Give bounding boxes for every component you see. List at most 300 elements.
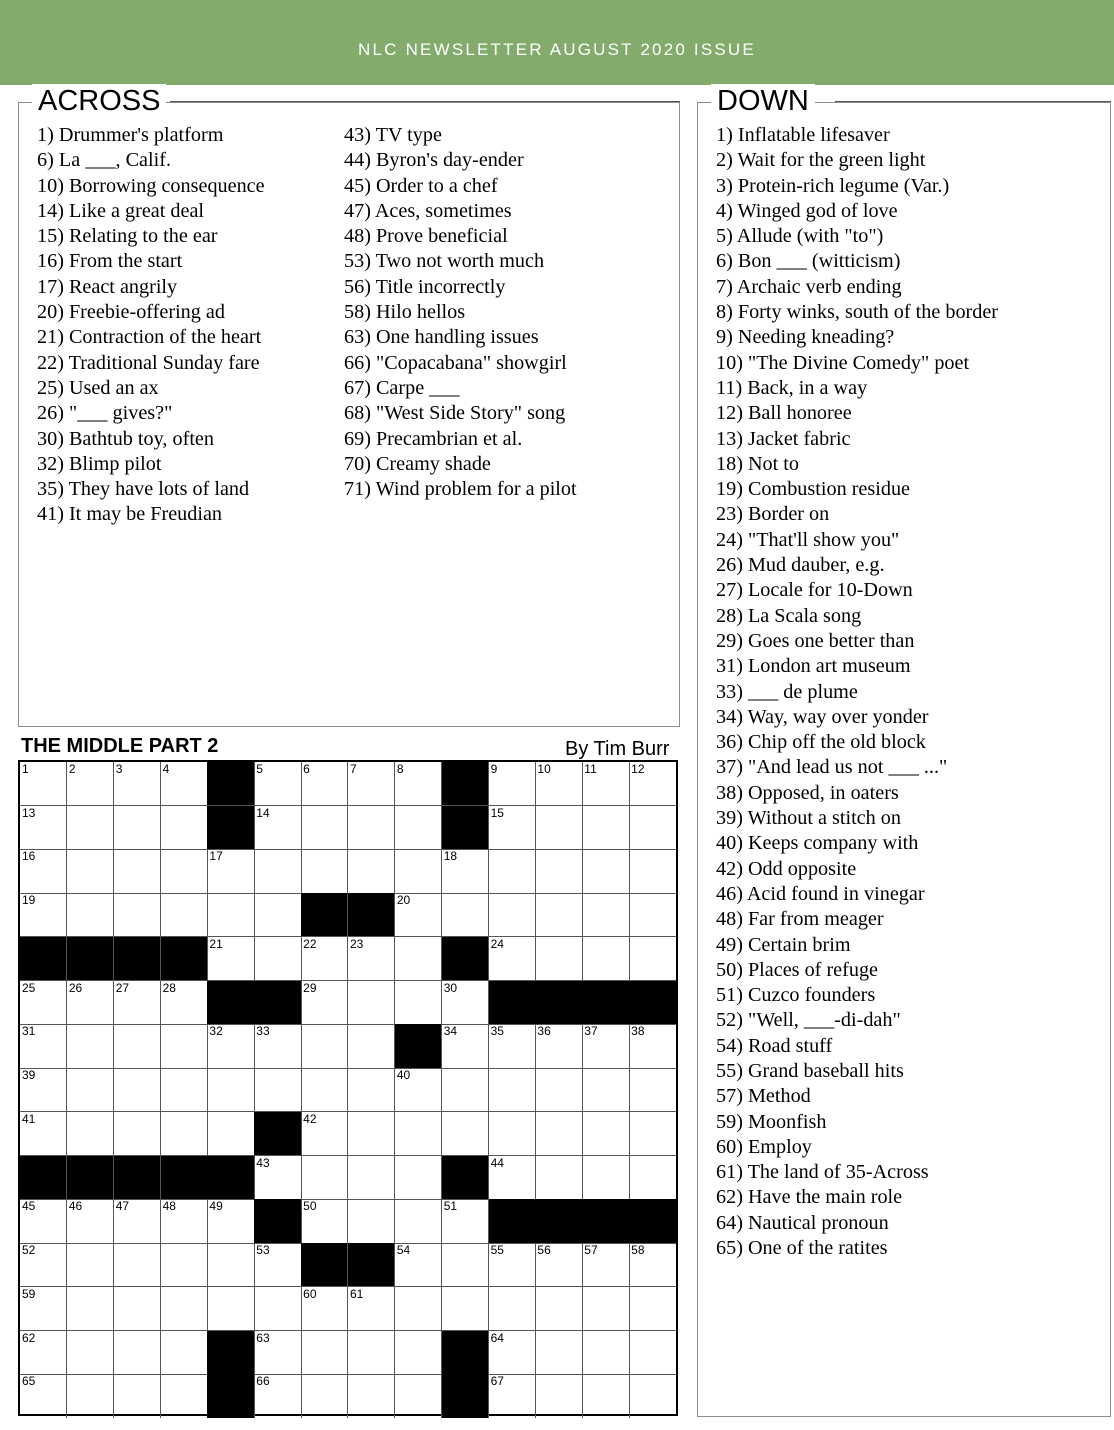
grid-number: 16 — [22, 849, 36, 864]
clue: 43) TV type — [344, 124, 442, 146]
grid-cell[interactable] — [348, 1024, 395, 1068]
grid-cell[interactable] — [20, 1199, 67, 1243]
grid-cell[interactable] — [161, 893, 208, 937]
grid-cell-block — [395, 1024, 442, 1068]
grid-number: 25 — [22, 980, 36, 995]
grid-cell[interactable] — [254, 1243, 301, 1287]
down-heading-rule — [835, 101, 1111, 102]
grid-cell[interactable] — [395, 849, 442, 893]
grid-cell[interactable] — [207, 1068, 254, 1112]
grid-number: 36 — [537, 1024, 551, 1039]
grid-cell-block — [489, 1199, 536, 1243]
grid-cell[interactable] — [207, 1199, 254, 1243]
grid-cell[interactable] — [395, 1156, 442, 1200]
grid-cell[interactable] — [114, 1331, 161, 1375]
grid-cell[interactable] — [489, 762, 536, 806]
grid-number: 57 — [584, 1243, 598, 1258]
grid-number: 61 — [350, 1286, 364, 1301]
grid-cell[interactable] — [301, 806, 348, 850]
grid-cell[interactable] — [254, 806, 301, 850]
clue: 54) Road stuff — [716, 1034, 833, 1057]
grid-cell[interactable] — [301, 762, 348, 806]
grid-number: 49 — [209, 1199, 223, 1214]
grid-cell[interactable] — [395, 1112, 442, 1156]
grid-cell[interactable] — [535, 1374, 582, 1418]
grid-cell[interactable] — [535, 806, 582, 850]
newsletter-title: NLC NEWSLETTER AUGUST 2020 ISSUE — [358, 40, 756, 59]
grid-cell[interactable] — [20, 806, 67, 850]
grid-cell[interactable] — [395, 1331, 442, 1375]
grid-cell[interactable] — [254, 893, 301, 937]
grid-cell[interactable] — [67, 1331, 114, 1375]
grid-cell[interactable] — [535, 1024, 582, 1068]
clue: 60) Employ — [716, 1135, 812, 1158]
grid-cell[interactable] — [207, 1243, 254, 1287]
grid-cell[interactable] — [489, 849, 536, 893]
grid-number: 53 — [256, 1243, 270, 1258]
grid-number: 5 — [256, 762, 263, 776]
grid-cell[interactable] — [114, 1024, 161, 1068]
grid-cell-block — [301, 893, 348, 937]
grid-cell[interactable] — [582, 893, 629, 937]
grid-cell[interactable] — [254, 1068, 301, 1112]
grid-cell[interactable] — [582, 762, 629, 806]
grid-number: 67 — [490, 1374, 504, 1389]
grid-cell[interactable] — [114, 1112, 161, 1156]
grid-number: 51 — [443, 1199, 458, 1214]
grid-cell[interactable] — [301, 1156, 348, 1200]
grid-number: 10 — [537, 762, 551, 776]
grid-cell[interactable] — [254, 849, 301, 893]
clue: 21) Contraction of the heart — [37, 326, 262, 349]
clue: 22) Traditional Sunday fare — [37, 351, 260, 374]
grid-cell[interactable] — [535, 937, 582, 981]
clue: 52) "Well, ___-di-dah" — [716, 1009, 901, 1032]
grid-cell[interactable] — [489, 1287, 536, 1331]
grid-cell[interactable] — [442, 849, 489, 893]
clue: 24) "That'll show you" — [716, 528, 900, 551]
clue: 27) Locale for 10-Down — [716, 579, 913, 602]
clue: 57) Method — [716, 1085, 811, 1108]
grid-cell[interactable] — [629, 893, 676, 937]
clue: 25) Used an ax — [37, 376, 159, 399]
grid-cell[interactable] — [207, 1112, 254, 1156]
grid-cell[interactable] — [207, 849, 254, 893]
grid-cell-block — [582, 981, 629, 1025]
grid-cell[interactable] — [348, 762, 395, 806]
grid-cell[interactable] — [395, 762, 442, 806]
clue: 1) Inflatable lifesaver — [716, 124, 890, 146]
grid-number: 29 — [303, 980, 317, 995]
clue: 49) Certain brim — [716, 933, 851, 956]
grid-cell[interactable] — [207, 1024, 254, 1068]
grid-number: 4 — [162, 762, 170, 776]
clue: 48) Far from meager — [716, 908, 884, 931]
grid-cell[interactable] — [348, 1374, 395, 1418]
grid-cell-block — [629, 981, 676, 1025]
grid-cell[interactable] — [442, 1024, 489, 1068]
grid-number: 47 — [115, 1199, 130, 1214]
grid-cell[interactable] — [489, 1374, 536, 1418]
grid-cell-block — [207, 1331, 254, 1375]
grid-cell[interactable] — [161, 1068, 208, 1112]
grid-number: 8 — [396, 762, 404, 776]
clue: 29) Goes one better than — [716, 629, 915, 652]
grid-cell[interactable] — [489, 1068, 536, 1112]
clue: 15) Relating to the ear — [37, 225, 218, 248]
grid-cell[interactable] — [629, 762, 676, 806]
grid-number: 55 — [490, 1243, 504, 1258]
grid-cell[interactable] — [254, 1331, 301, 1375]
grid-cell[interactable] — [348, 1068, 395, 1112]
clue: 12) Ball honoree — [716, 402, 852, 425]
grid-cell[interactable] — [348, 1199, 395, 1243]
grid-cell[interactable] — [67, 1024, 114, 1068]
clue: 38) Opposed, in oaters — [716, 781, 899, 804]
clue: 39) Without a stitch on — [716, 807, 901, 830]
grid-cell[interactable] — [114, 1374, 161, 1418]
grid-cell[interactable] — [395, 893, 442, 937]
grid-number: 20 — [396, 893, 411, 908]
grid-cell[interactable] — [629, 1112, 676, 1156]
grid-cell[interactable] — [395, 981, 442, 1025]
grid-cell[interactable] — [442, 981, 489, 1025]
grid-cell[interactable] — [254, 1156, 301, 1200]
grid-cell[interactable] — [114, 1199, 161, 1243]
grid-cell[interactable] — [489, 806, 536, 850]
grid-cell[interactable] — [114, 806, 161, 850]
grid-cell[interactable] — [582, 806, 629, 850]
grid-number: 62 — [22, 1330, 36, 1345]
grid-cell[interactable] — [67, 1287, 114, 1331]
grid-cell[interactable] — [395, 806, 442, 850]
down-clues-column — [716, 123, 998, 1261]
grid-cell-block — [442, 1156, 489, 1200]
clue: 69) Precambrian et al. — [344, 427, 523, 450]
grid-cell[interactable] — [161, 1287, 208, 1331]
grid-cell[interactable] — [301, 1374, 348, 1418]
grid-cell-block — [442, 1374, 489, 1418]
grid-cell[interactable] — [629, 849, 676, 893]
grid-cell[interactable] — [582, 1243, 629, 1287]
grid-cell[interactable] — [161, 1199, 208, 1243]
grid-number: 59 — [22, 1286, 36, 1301]
grid-cell[interactable] — [629, 1374, 676, 1418]
grid-number: 44 — [490, 1155, 504, 1170]
across-clues-column-2 — [344, 123, 577, 502]
grid-cell[interactable] — [161, 1243, 208, 1287]
grid-cell[interactable] — [629, 1156, 676, 1200]
grid-cell[interactable] — [395, 1068, 442, 1112]
grid-cell[interactable] — [20, 1287, 67, 1331]
grid-number: 9 — [490, 762, 498, 776]
clue: 16) From the start — [37, 250, 183, 273]
grid-cell[interactable] — [348, 1287, 395, 1331]
grid-cell[interactable] — [67, 1243, 114, 1287]
grid-cell-block — [161, 937, 208, 981]
grid-cell[interactable] — [348, 806, 395, 850]
clue: 35) They have lots of land — [37, 478, 250, 501]
grid-cell[interactable] — [582, 849, 629, 893]
grid-number: 17 — [209, 849, 223, 864]
grid-cell[interactable] — [442, 1243, 489, 1287]
grid-cell[interactable] — [348, 849, 395, 893]
grid-cell[interactable] — [301, 1068, 348, 1112]
grid-number: 24 — [490, 936, 504, 951]
clue: 58) Hilo hellos — [344, 301, 466, 324]
grid-cell[interactable] — [20, 1068, 67, 1112]
grid-cell[interactable] — [489, 1243, 536, 1287]
grid-cell[interactable] — [301, 981, 348, 1025]
grid-cell[interactable] — [535, 762, 582, 806]
grid-cell-block — [207, 1374, 254, 1418]
grid-cell[interactable] — [20, 1112, 67, 1156]
grid-cell-block — [629, 1199, 676, 1243]
grid-cell[interactable] — [67, 893, 114, 937]
grid-cell[interactable] — [20, 762, 67, 806]
grid-cell[interactable] — [20, 1024, 67, 1068]
clue: 3) Protein-rich legume (Var.) — [716, 174, 950, 197]
grid-cell[interactable] — [489, 893, 536, 937]
grid-cell[interactable] — [348, 981, 395, 1025]
grid-cell[interactable] — [535, 1243, 582, 1287]
grid-cell[interactable] — [442, 1068, 489, 1112]
grid-cell[interactable] — [254, 1374, 301, 1418]
grid-cell[interactable] — [114, 1068, 161, 1112]
clue: 6) Bon ___ (witticism) — [716, 250, 901, 273]
grid-cell[interactable] — [535, 1156, 582, 1200]
clue: 56) Title incorrectly — [344, 275, 506, 298]
grid-cell[interactable] — [161, 806, 208, 850]
grid-cell-block — [161, 1156, 208, 1200]
grid-cell[interactable] — [301, 1331, 348, 1375]
grid-cell[interactable] — [161, 981, 208, 1025]
grid-number: 60 — [303, 1286, 317, 1301]
grid-cell[interactable] — [348, 937, 395, 981]
grid-cell[interactable] — [20, 981, 67, 1025]
clue: 64) Nautical pronoun — [716, 1211, 889, 1234]
grid-cell[interactable] — [348, 1156, 395, 1200]
grid-cell[interactable] — [582, 1068, 629, 1112]
grid-cell[interactable] — [629, 1243, 676, 1287]
grid-cell[interactable] — [114, 762, 161, 806]
grid-cell[interactable] — [301, 849, 348, 893]
clue: 37) "And lead us not ___ ..." — [716, 756, 948, 779]
clue: 18) Not to — [716, 452, 799, 475]
grid-cell-block — [20, 937, 67, 981]
grid-number: 23 — [350, 936, 364, 951]
grid-cell[interactable] — [629, 806, 676, 850]
clue: 71) Wind problem for a pilot — [344, 478, 577, 501]
clue: 53) Two not worth much — [344, 250, 545, 273]
grid-cell[interactable] — [489, 1331, 536, 1375]
grid-cell[interactable] — [582, 1112, 629, 1156]
grid-number: 18 — [443, 849, 458, 864]
grid-cell[interactable] — [535, 1112, 582, 1156]
grid-cell[interactable] — [67, 849, 114, 893]
grid-cell[interactable] — [67, 1068, 114, 1112]
grid-cell-block — [442, 937, 489, 981]
grid-cell[interactable] — [535, 1331, 582, 1375]
grid-cell[interactable] — [629, 937, 676, 981]
grid-cell[interactable] — [629, 1331, 676, 1375]
grid-cell[interactable] — [301, 1112, 348, 1156]
grid-cell-block — [114, 1156, 161, 1200]
clue: 66) "Copacabana" showgirl — [344, 351, 567, 374]
grid-number: 32 — [209, 1024, 223, 1039]
grid-number: 3 — [115, 762, 123, 776]
grid-cell[interactable] — [254, 1287, 301, 1331]
grid-cell-block — [20, 1156, 67, 1200]
clue: 6) La ___, Calif. — [37, 149, 171, 172]
grid-cell[interactable] — [395, 1199, 442, 1243]
grid-cell[interactable] — [582, 1374, 629, 1418]
grid-number: 33 — [256, 1024, 270, 1039]
clue: 48) Prove beneficial — [344, 225, 508, 248]
grid-cell[interactable] — [582, 937, 629, 981]
clue: 45) Order to a chef — [344, 174, 498, 197]
grid-cell[interactable] — [442, 1199, 489, 1243]
grid-cell[interactable] — [67, 806, 114, 850]
grid-cell-block — [114, 937, 161, 981]
clue: 9) Needing kneading? — [716, 326, 895, 349]
grid-cell[interactable] — [301, 937, 348, 981]
grid-cell[interactable] — [207, 937, 254, 981]
grid-cell[interactable] — [114, 1243, 161, 1287]
grid-cell[interactable] — [67, 762, 114, 806]
clue: 2) Wait for the green light — [716, 149, 926, 172]
grid-cell[interactable] — [582, 1024, 629, 1068]
grid-cell[interactable] — [161, 1112, 208, 1156]
grid-cell[interactable] — [629, 1287, 676, 1331]
grid-cell[interactable] — [20, 1243, 67, 1287]
grid-cell[interactable] — [114, 893, 161, 937]
grid-cell-block — [207, 981, 254, 1025]
grid-cell[interactable] — [395, 1287, 442, 1331]
grid-number: 13 — [22, 805, 36, 820]
clue: 62) Have the main role — [716, 1186, 903, 1209]
grid-cell[interactable] — [442, 1287, 489, 1331]
grid-cell[interactable] — [582, 1156, 629, 1200]
clue: 10) Borrowing consequence — [37, 174, 265, 197]
clue: 44) Byron's day-ender — [344, 149, 524, 172]
grid-cell[interactable] — [207, 1287, 254, 1331]
grid-cell[interactable] — [489, 1112, 536, 1156]
grid-cell[interactable] — [395, 1374, 442, 1418]
grid-cell[interactable] — [535, 893, 582, 937]
grid-cell[interactable] — [161, 849, 208, 893]
grid-cell[interactable] — [20, 849, 67, 893]
grid-cell[interactable] — [161, 1374, 208, 1418]
grid-cell[interactable] — [582, 1287, 629, 1331]
grid-cell[interactable] — [301, 1199, 348, 1243]
grid-cell[interactable] — [161, 762, 208, 806]
grid-number: 19 — [22, 893, 36, 908]
clue: 1) Drummer's platform — [37, 124, 224, 146]
clue: 13) Jacket fabric — [716, 427, 851, 450]
grid-cell[interactable] — [535, 849, 582, 893]
puzzle-title: THE MIDDLE PART 2 — [21, 735, 219, 757]
grid-cell[interactable] — [114, 1287, 161, 1331]
grid-cell[interactable] — [395, 937, 442, 981]
grid-number: 43 — [256, 1155, 270, 1170]
grid-cell[interactable] — [114, 981, 161, 1025]
grid-number: 2 — [68, 762, 76, 776]
grid-cell[interactable] — [629, 1068, 676, 1112]
grid-number: 34 — [443, 1024, 458, 1039]
grid-number: 7 — [350, 762, 357, 776]
clue: 47) Aces, sometimes — [344, 199, 512, 222]
puzzle-author: By Tim Burr — [565, 738, 670, 760]
down-heading: DOWN — [711, 84, 815, 118]
grid-cell[interactable] — [395, 1243, 442, 1287]
grid-cell[interactable] — [442, 1112, 489, 1156]
grid-number: 22 — [303, 936, 317, 951]
grid-cell[interactable] — [489, 937, 536, 981]
clue: 31) London art museum — [716, 655, 911, 678]
grid-cell[interactable] — [67, 1112, 114, 1156]
clue: 32) Blimp pilot — [37, 452, 162, 475]
grid-cell[interactable] — [254, 1024, 301, 1068]
grid-cell[interactable] — [489, 1024, 536, 1068]
grid-cell[interactable] — [114, 849, 161, 893]
grid-cell[interactable] — [20, 1331, 67, 1375]
grid-cell[interactable] — [535, 1068, 582, 1112]
grid-cell[interactable] — [301, 1024, 348, 1068]
grid-cell-block — [348, 1243, 395, 1287]
clue: 11) Back, in a way — [716, 376, 868, 399]
clue: 4) Winged god of love — [716, 199, 898, 222]
grid-cell[interactable] — [489, 1156, 536, 1200]
grid-cell[interactable] — [161, 1024, 208, 1068]
clue: 65) One of the ratites — [716, 1237, 888, 1260]
grid-number: 31 — [22, 1024, 36, 1039]
clue: 34) Way, way over yonder — [716, 705, 929, 728]
grid-number: 39 — [22, 1068, 36, 1083]
clue: 61) The land of 35-Across — [716, 1161, 929, 1184]
clue: 70) Creamy shade — [344, 452, 491, 475]
grid-cell[interactable] — [67, 1199, 114, 1243]
grid-number: 21 — [209, 936, 223, 951]
grid-cell[interactable] — [348, 1331, 395, 1375]
grid-number: 15 — [490, 805, 504, 820]
grid-cell[interactable] — [301, 1287, 348, 1331]
grid-number: 48 — [162, 1199, 176, 1214]
grid-cell[interactable] — [161, 1331, 208, 1375]
clue: 40) Keeps company with — [716, 832, 919, 855]
grid-number: 26 — [68, 980, 83, 995]
clue: 50) Places of refuge — [716, 958, 878, 981]
clue: 63) One handling issues — [344, 326, 539, 349]
grid-cell[interactable] — [20, 893, 67, 937]
grid-cell[interactable] — [582, 1331, 629, 1375]
grid-number: 45 — [22, 1199, 36, 1214]
grid-cell[interactable] — [67, 981, 114, 1025]
clue: 30) Bathtub toy, often — [37, 427, 214, 450]
grid-cell[interactable] — [67, 1374, 114, 1418]
clue: 67) Carpe ___ — [344, 376, 460, 399]
grid-cell[interactable] — [442, 893, 489, 937]
grid-cell[interactable] — [348, 1112, 395, 1156]
grid-cell[interactable] — [254, 937, 301, 981]
grid-cell[interactable] — [535, 1287, 582, 1331]
grid-cell[interactable] — [629, 1024, 676, 1068]
grid-cell[interactable] — [207, 893, 254, 937]
grid-cell[interactable] — [20, 1374, 67, 1418]
grid-number: 66 — [256, 1374, 270, 1389]
grid-cell[interactable] — [254, 762, 301, 806]
grid-number: 65 — [22, 1374, 36, 1389]
